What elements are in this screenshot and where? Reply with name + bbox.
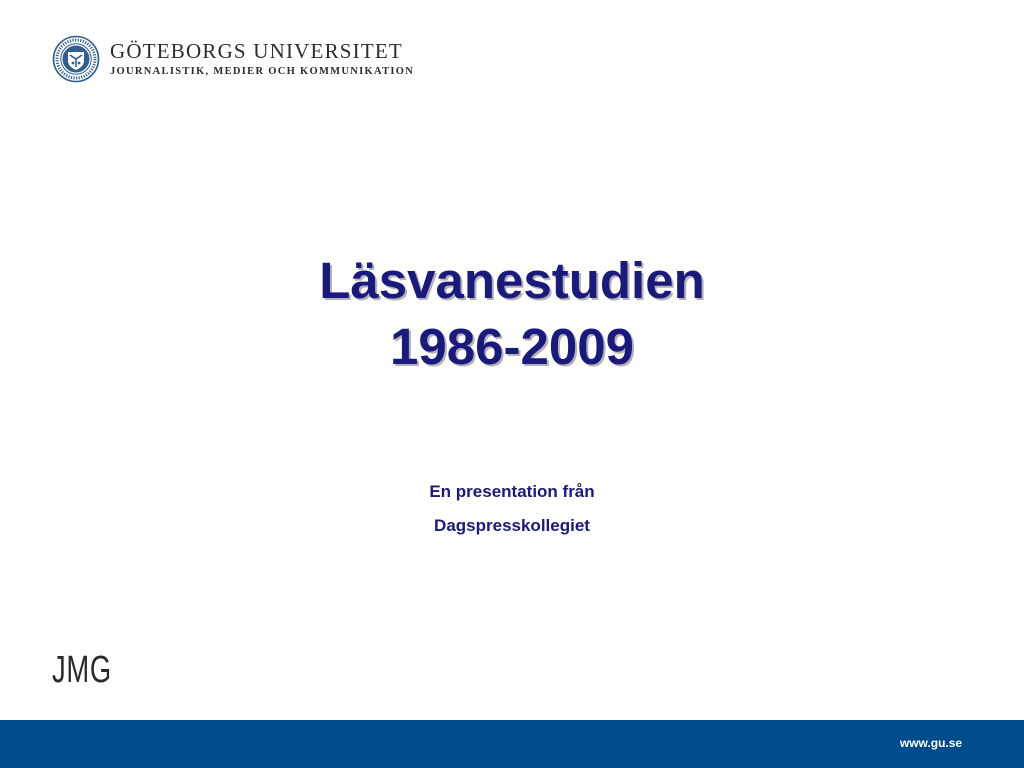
jmg-logo: JMG [52,649,112,691]
university-name: GÖTEBORGS UNIVERSITET [110,39,403,63]
university-seal-icon [52,35,100,83]
slide-title-line-2: 1986-2009 [390,318,634,375]
slide-subtitle-line-1: En presentation från [429,482,595,501]
slide-title-line-1: Läsvanestudien [319,252,705,309]
footer-bar [0,720,1024,768]
slide-subtitle [0,475,1024,543]
header-text [110,40,414,78]
slide-subtitle-line-2: Dagspresskollegiet [434,516,590,535]
header [52,34,414,84]
footer-url-link[interactable]: www.gu.se [899,736,963,750]
department-name: JOURNALISTIK, MEDIER OCH KOMMUNIKATION [110,66,415,77]
slide-title [0,248,1024,380]
